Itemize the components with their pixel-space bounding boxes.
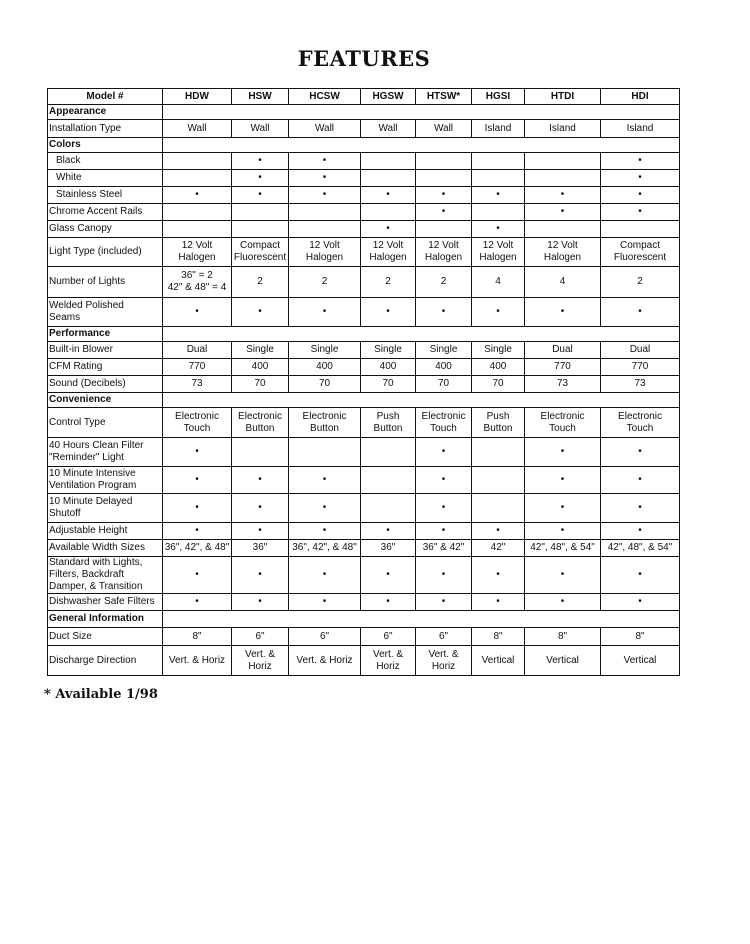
table-cell: • bbox=[232, 153, 289, 170]
table-cell: • bbox=[525, 298, 601, 327]
table-cell: 12 Volt Halogen bbox=[163, 238, 232, 267]
table-cell: • bbox=[416, 187, 472, 204]
table-cell: • bbox=[163, 523, 232, 540]
page-title: FEATURES bbox=[297, 46, 431, 71]
table-cell: Single bbox=[472, 342, 525, 359]
table-row bbox=[48, 628, 680, 646]
row-label: Welded Polished Seams bbox=[48, 298, 163, 327]
section-spacer bbox=[163, 393, 680, 408]
table-cell: • bbox=[416, 494, 472, 523]
table-cell: Wall bbox=[163, 120, 232, 138]
model-header-cell: HTDI bbox=[525, 89, 601, 105]
model-header-cell: HGSW bbox=[361, 89, 416, 105]
model-header-cell: HGSI bbox=[472, 89, 525, 105]
table-cell bbox=[361, 204, 416, 221]
table-cell bbox=[416, 170, 472, 187]
table-cell: Single bbox=[361, 342, 416, 359]
table-cell: 8" bbox=[601, 628, 680, 646]
table-cell: 12 Volt Halogen bbox=[416, 238, 472, 267]
table-row bbox=[48, 408, 680, 438]
model-header-cell: HDW bbox=[163, 89, 232, 105]
table-cell: • bbox=[289, 170, 361, 187]
table-cell: • bbox=[361, 523, 416, 540]
table-cell: Vertical bbox=[601, 646, 680, 676]
table-cell: 73 bbox=[163, 376, 232, 393]
header-row bbox=[48, 89, 680, 105]
table-row bbox=[48, 393, 680, 408]
table-cell: 770 bbox=[525, 359, 601, 376]
table-cell: • bbox=[472, 221, 525, 238]
table-cell: Wall bbox=[232, 120, 289, 138]
table-cell: • bbox=[289, 594, 361, 611]
table-cell: • bbox=[601, 467, 680, 494]
table-cell: Electronic Button bbox=[232, 408, 289, 438]
table-cell: • bbox=[416, 557, 472, 594]
section-spacer bbox=[163, 611, 680, 628]
table-cell: 400 bbox=[472, 359, 525, 376]
section-spacer bbox=[163, 138, 680, 153]
row-label: Available Width Sizes bbox=[48, 540, 163, 557]
model-header-cell: HTSW* bbox=[416, 89, 472, 105]
row-label: General Information bbox=[48, 611, 163, 628]
table-cell: • bbox=[525, 523, 601, 540]
table-cell: Single bbox=[232, 342, 289, 359]
table-cell: 12 Volt Halogen bbox=[472, 238, 525, 267]
table-cell: 36" = 2 42" & 48" = 4 bbox=[163, 267, 232, 298]
table-cell: • bbox=[472, 594, 525, 611]
table-cell: • bbox=[416, 438, 472, 467]
table-cell: 8" bbox=[472, 628, 525, 646]
table-cell: • bbox=[289, 298, 361, 327]
row-label: Appearance bbox=[48, 105, 163, 120]
table-cell bbox=[232, 204, 289, 221]
table-cell: Wall bbox=[289, 120, 361, 138]
model-header: Model # bbox=[48, 89, 163, 105]
table-row bbox=[48, 153, 680, 170]
table-cell: Island bbox=[525, 120, 601, 138]
table-cell: 2 bbox=[289, 267, 361, 298]
model-header-cell: HSW bbox=[232, 89, 289, 105]
table-cell: Compact Fluorescent bbox=[232, 238, 289, 267]
table-cell: • bbox=[525, 594, 601, 611]
features-table bbox=[47, 88, 680, 676]
table-row bbox=[48, 376, 680, 393]
table-cell: • bbox=[601, 494, 680, 523]
table-cell: 2 bbox=[232, 267, 289, 298]
row-label: CFM Rating bbox=[48, 359, 163, 376]
table-row bbox=[48, 267, 680, 298]
table-row bbox=[48, 557, 680, 594]
row-label: Colors bbox=[48, 138, 163, 153]
table-cell: 70 bbox=[289, 376, 361, 393]
row-label: Duct Size bbox=[48, 628, 163, 646]
table-cell: • bbox=[163, 187, 232, 204]
table-cell: • bbox=[601, 187, 680, 204]
row-label: Light Type (included) bbox=[48, 238, 163, 267]
table-cell: • bbox=[416, 467, 472, 494]
table-cell: 36" bbox=[232, 540, 289, 557]
table-cell: Push Button bbox=[361, 408, 416, 438]
table-cell: Island bbox=[472, 120, 525, 138]
table-cell bbox=[163, 153, 232, 170]
table-cell: 770 bbox=[601, 359, 680, 376]
table-cell: 42", 48", & 54" bbox=[525, 540, 601, 557]
table-cell: • bbox=[163, 594, 232, 611]
table-cell: • bbox=[232, 523, 289, 540]
table-cell: • bbox=[289, 467, 361, 494]
table-cell: 73 bbox=[601, 376, 680, 393]
table-cell: 400 bbox=[416, 359, 472, 376]
table-row bbox=[48, 204, 680, 221]
table-row bbox=[48, 120, 680, 138]
table-cell: Single bbox=[289, 342, 361, 359]
table-cell bbox=[289, 221, 361, 238]
table-row bbox=[48, 540, 680, 557]
table-cell: • bbox=[525, 438, 601, 467]
row-label: Black bbox=[48, 153, 163, 170]
model-header-cell: HCSW bbox=[289, 89, 361, 105]
table-cell bbox=[232, 438, 289, 467]
table-cell: • bbox=[163, 494, 232, 523]
table-cell: • bbox=[289, 187, 361, 204]
table-cell: 73 bbox=[525, 376, 601, 393]
table-cell: • bbox=[472, 187, 525, 204]
table-cell: • bbox=[472, 557, 525, 594]
table-cell: • bbox=[361, 221, 416, 238]
table-cell: • bbox=[361, 594, 416, 611]
table-cell bbox=[289, 438, 361, 467]
table-cell: 8" bbox=[163, 628, 232, 646]
table-cell: 70 bbox=[416, 376, 472, 393]
table-cell: Push Button bbox=[472, 408, 525, 438]
table-cell: Dual bbox=[601, 342, 680, 359]
table-cell bbox=[163, 221, 232, 238]
table-cell: • bbox=[289, 153, 361, 170]
row-label: Chrome Accent Rails bbox=[48, 204, 163, 221]
row-label: Control Type bbox=[48, 408, 163, 438]
table-cell bbox=[472, 204, 525, 221]
table-cell: 400 bbox=[232, 359, 289, 376]
table-cell bbox=[472, 494, 525, 523]
table-cell: • bbox=[525, 557, 601, 594]
table-cell: • bbox=[232, 557, 289, 594]
row-label: White bbox=[48, 170, 163, 187]
table-cell bbox=[525, 221, 601, 238]
table-cell: • bbox=[163, 298, 232, 327]
table-cell: 12 Volt Halogen bbox=[525, 238, 601, 267]
table-cell: • bbox=[525, 204, 601, 221]
model-header-cell: HDI bbox=[601, 89, 680, 105]
table-cell: • bbox=[232, 298, 289, 327]
table-cell bbox=[289, 204, 361, 221]
table-row bbox=[48, 359, 680, 376]
table-cell: Island bbox=[601, 120, 680, 138]
row-label: Dishwasher Safe Filters bbox=[48, 594, 163, 611]
row-label: Glass Canopy bbox=[48, 221, 163, 238]
table-cell: Vert. & Horiz bbox=[289, 646, 361, 676]
row-label: Built-in Blower bbox=[48, 342, 163, 359]
table-cell bbox=[361, 494, 416, 523]
row-label: Stainless Steel bbox=[48, 187, 163, 204]
table-row bbox=[48, 646, 680, 676]
table-cell: Electronic Button bbox=[289, 408, 361, 438]
table-cell: Vertical bbox=[472, 646, 525, 676]
table-cell bbox=[472, 438, 525, 467]
table-cell bbox=[472, 170, 525, 187]
table-cell: 400 bbox=[289, 359, 361, 376]
table-cell: • bbox=[601, 594, 680, 611]
table-cell: Compact Fluorescent bbox=[601, 238, 680, 267]
table-cell: 2 bbox=[361, 267, 416, 298]
table-cell: • bbox=[601, 153, 680, 170]
table-cell: 70 bbox=[361, 376, 416, 393]
table-cell: Wall bbox=[361, 120, 416, 138]
table-cell: • bbox=[601, 298, 680, 327]
table-cell: • bbox=[472, 523, 525, 540]
table-cell bbox=[416, 153, 472, 170]
row-label: Convenience bbox=[48, 393, 163, 408]
table-cell bbox=[361, 438, 416, 467]
table-cell: • bbox=[163, 467, 232, 494]
table-cell bbox=[525, 153, 601, 170]
table-cell: 2 bbox=[416, 267, 472, 298]
row-label: 10 Minute Intensive Ventilation Program bbox=[48, 467, 163, 494]
table-cell: 12 Volt Halogen bbox=[361, 238, 416, 267]
table-cell: • bbox=[472, 298, 525, 327]
table-row bbox=[48, 523, 680, 540]
table-cell: • bbox=[232, 170, 289, 187]
table-cell: • bbox=[361, 298, 416, 327]
table-cell bbox=[163, 170, 232, 187]
row-label: Performance bbox=[48, 327, 163, 342]
table-cell: 400 bbox=[361, 359, 416, 376]
table-cell: 770 bbox=[163, 359, 232, 376]
section-spacer bbox=[163, 327, 680, 342]
table-row bbox=[48, 170, 680, 187]
row-label: Installation Type bbox=[48, 120, 163, 138]
table-cell: Vert. & Horiz bbox=[163, 646, 232, 676]
table-cell: Electronic Touch bbox=[601, 408, 680, 438]
table-row bbox=[48, 494, 680, 523]
table-cell: • bbox=[601, 523, 680, 540]
table-cell: Vert. & Horiz bbox=[361, 646, 416, 676]
row-label: Discharge Direction bbox=[48, 646, 163, 676]
table-cell: • bbox=[525, 467, 601, 494]
row-label: Standard with Lights, Filters, Backdraft Damper, & Transition bbox=[48, 557, 163, 594]
table-row bbox=[48, 594, 680, 611]
table-cell: 6" bbox=[289, 628, 361, 646]
table-cell: 70 bbox=[472, 376, 525, 393]
section-spacer bbox=[163, 105, 680, 120]
table-cell: 42", 48", & 54" bbox=[601, 540, 680, 557]
table-cell: Electronic Touch bbox=[416, 408, 472, 438]
table-cell: Single bbox=[416, 342, 472, 359]
table-cell: • bbox=[525, 494, 601, 523]
table-cell: • bbox=[289, 494, 361, 523]
table-cell bbox=[361, 153, 416, 170]
table-cell: Dual bbox=[525, 342, 601, 359]
table-cell bbox=[525, 170, 601, 187]
table-cell: • bbox=[361, 557, 416, 594]
row-label: 10 Minute Delayed Shutoff bbox=[48, 494, 163, 523]
table-cell: • bbox=[525, 187, 601, 204]
table-cell bbox=[472, 467, 525, 494]
table-cell: 42" bbox=[472, 540, 525, 557]
table-cell: 36", 42", & 48" bbox=[163, 540, 232, 557]
table-row bbox=[48, 298, 680, 327]
table-cell: 6" bbox=[361, 628, 416, 646]
table-cell: 12 Volt Halogen bbox=[289, 238, 361, 267]
table-cell: • bbox=[601, 170, 680, 187]
table-row bbox=[48, 105, 680, 120]
table-cell: 4 bbox=[525, 267, 601, 298]
table-cell bbox=[232, 221, 289, 238]
table-row bbox=[48, 327, 680, 342]
table-cell bbox=[601, 221, 680, 238]
table-cell: • bbox=[601, 204, 680, 221]
table-cell: • bbox=[416, 204, 472, 221]
row-label: Adjustable Height bbox=[48, 523, 163, 540]
table-cell: 6" bbox=[416, 628, 472, 646]
table-cell bbox=[163, 204, 232, 221]
table-cell: 6" bbox=[232, 628, 289, 646]
table-cell: • bbox=[289, 557, 361, 594]
table-cell: Dual bbox=[163, 342, 232, 359]
footnote: * Available 1/98 bbox=[44, 687, 158, 702]
table-cell: 2 bbox=[601, 267, 680, 298]
table-cell: Vert. & Horiz bbox=[416, 646, 472, 676]
table-row bbox=[48, 187, 680, 204]
table-row bbox=[48, 238, 680, 267]
table-cell bbox=[361, 170, 416, 187]
table-cell: 4 bbox=[472, 267, 525, 298]
table-cell: • bbox=[601, 557, 680, 594]
table-cell: • bbox=[232, 467, 289, 494]
row-label: 40 Hours Clean Filter "Reminder" Light bbox=[48, 438, 163, 467]
table-row bbox=[48, 138, 680, 153]
table-cell: 8" bbox=[525, 628, 601, 646]
table-cell: • bbox=[232, 187, 289, 204]
table-header bbox=[48, 89, 680, 105]
table-cell: 36", 42", & 48" bbox=[289, 540, 361, 557]
table-row bbox=[48, 221, 680, 238]
table-cell: 70 bbox=[232, 376, 289, 393]
table-row bbox=[48, 342, 680, 359]
table-cell: Wall bbox=[416, 120, 472, 138]
table-body bbox=[48, 105, 680, 676]
row-label: Number of Lights bbox=[48, 267, 163, 298]
table-cell: • bbox=[416, 523, 472, 540]
table-cell: 36" bbox=[361, 540, 416, 557]
table-cell: • bbox=[361, 187, 416, 204]
table-cell: Vert. & Horiz bbox=[232, 646, 289, 676]
table-row bbox=[48, 467, 680, 494]
table-cell: • bbox=[416, 594, 472, 611]
table-cell: Electronic Touch bbox=[163, 408, 232, 438]
table-cell bbox=[472, 153, 525, 170]
table-cell: • bbox=[601, 438, 680, 467]
table-cell: Vertical bbox=[525, 646, 601, 676]
table-cell bbox=[416, 221, 472, 238]
table-cell: • bbox=[163, 438, 232, 467]
table-cell: • bbox=[416, 298, 472, 327]
table-row bbox=[48, 438, 680, 467]
row-label: Sound (Decibels) bbox=[48, 376, 163, 393]
table-cell: Electronic Touch bbox=[525, 408, 601, 438]
table-cell: • bbox=[163, 557, 232, 594]
table-cell: • bbox=[289, 523, 361, 540]
table-cell: • bbox=[232, 594, 289, 611]
table-cell: 36" & 42" bbox=[416, 540, 472, 557]
table-cell: • bbox=[232, 494, 289, 523]
table-cell bbox=[361, 467, 416, 494]
table-row bbox=[48, 611, 680, 628]
